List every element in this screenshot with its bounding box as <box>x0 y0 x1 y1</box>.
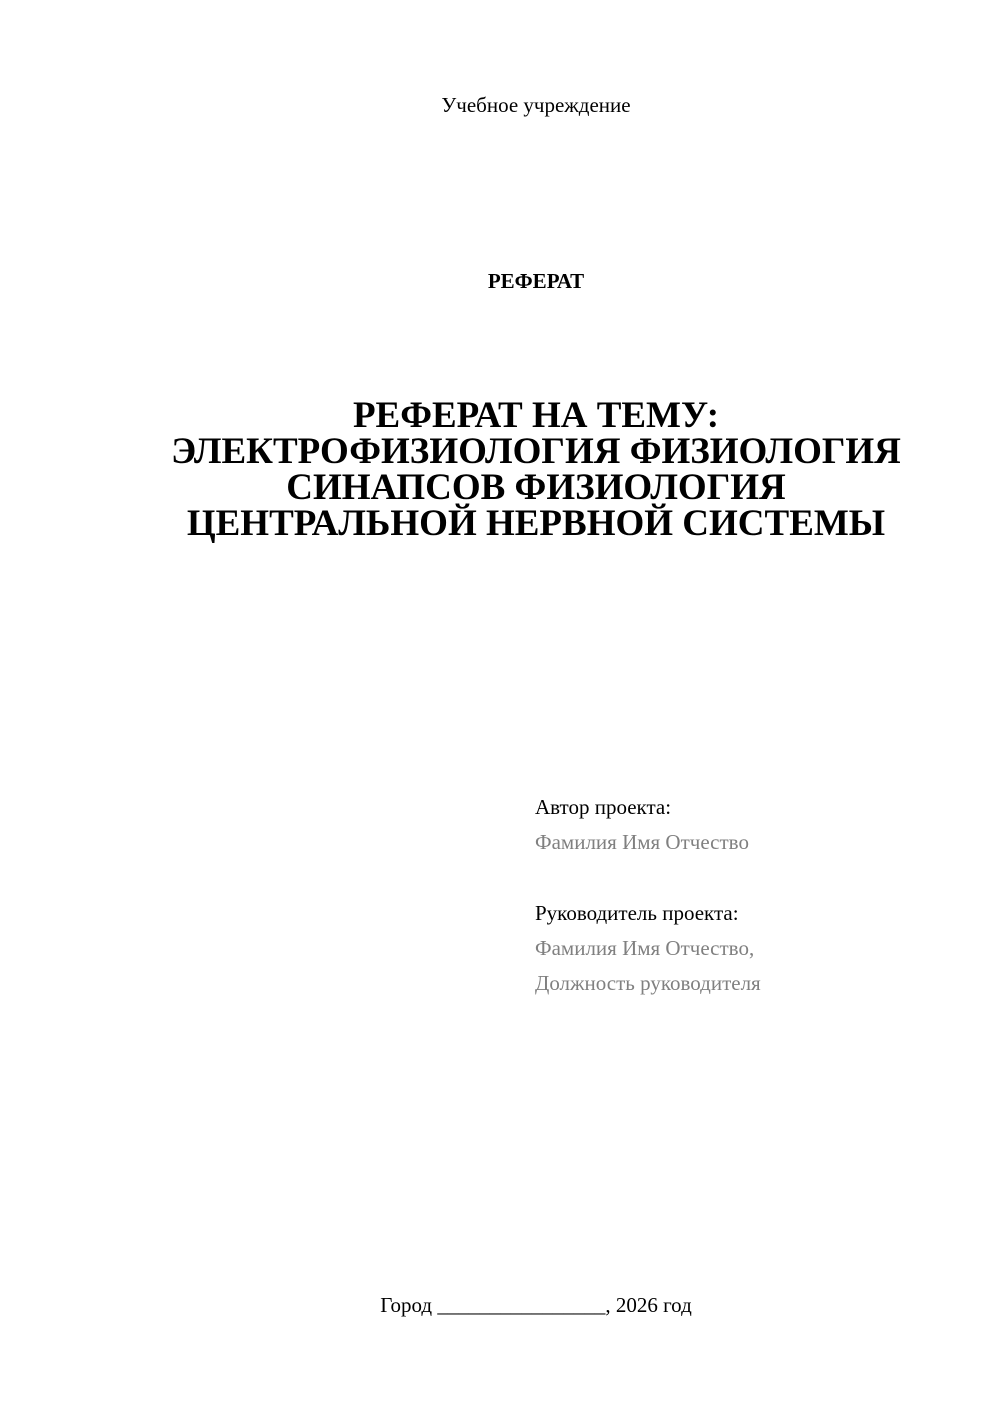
title-line: ЭЛЕКТРОФИЗИОЛОГИЯ ФИЗИОЛОГИЯ <box>171 431 901 472</box>
supervisor-name: Фамилия Имя Отчество, <box>535 936 755 960</box>
title-line: РЕФЕРАТ НА ТЕМУ: <box>352 395 720 436</box>
author-label: Автор проекта: <box>535 795 672 819</box>
credits-block <box>535 790 975 1037</box>
author-name: Фамилия Имя Отчество <box>535 830 749 854</box>
institution-name: Учебное учреждение <box>441 93 631 117</box>
supervisor-label: Руководитель проекта: <box>535 901 739 925</box>
city-year-footer: Город ________________, 2026 год <box>380 1293 692 1317</box>
supervisor-position: Должность руководителя <box>535 971 761 995</box>
document-type: РЕФЕРАТ <box>487 269 585 293</box>
title-line: ЦЕНТРАЛЬНОЙ НЕРВНОЙ СИСТЕМЫ <box>186 503 886 544</box>
supervisor-block <box>535 896 975 1001</box>
title-line: СИНАПСОВ ФИЗИОЛОГИЯ <box>286 467 786 508</box>
document-title <box>100 395 972 544</box>
author-block <box>535 790 975 860</box>
